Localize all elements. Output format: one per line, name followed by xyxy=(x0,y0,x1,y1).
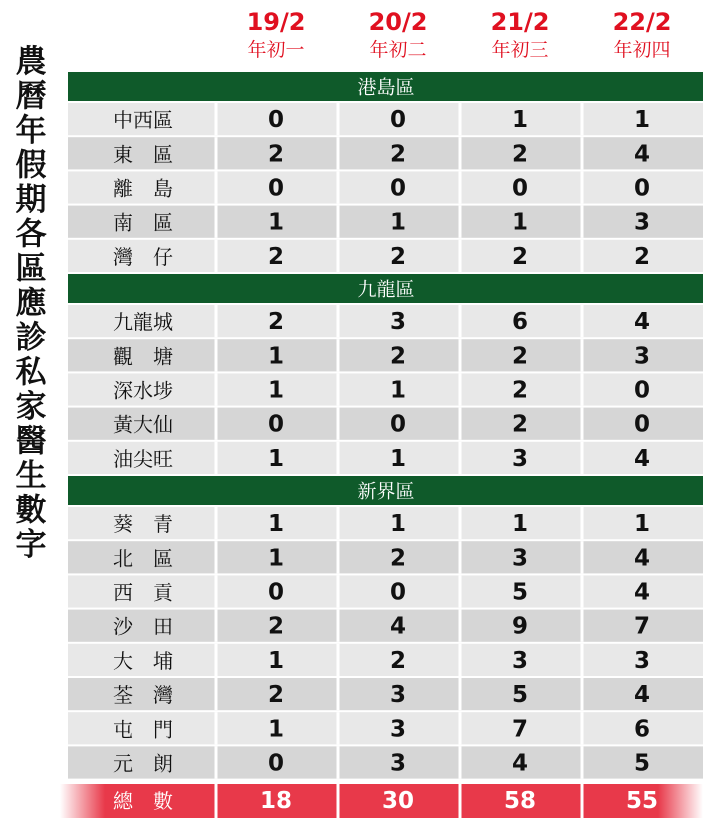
title-char: 字 xyxy=(15,527,47,563)
cell-value: 2 xyxy=(267,682,285,709)
cell-value: 6 xyxy=(633,716,651,743)
cell-value: 0 xyxy=(267,579,285,606)
cell-value: 0 xyxy=(267,750,285,777)
title-char: 醫 xyxy=(15,423,47,460)
district-label: 黃大仙 xyxy=(113,412,173,437)
cell-value: 7 xyxy=(511,716,529,743)
district-label: 中西區 xyxy=(113,108,173,133)
section-title: 新界區 xyxy=(357,480,415,503)
cell-value: 1 xyxy=(267,647,285,674)
cell-value: 0 xyxy=(389,411,407,438)
cell-value: 1 xyxy=(267,445,285,472)
total-label: 總 數 xyxy=(113,789,173,813)
cell-value: 1 xyxy=(511,511,529,538)
total-value: 58 xyxy=(503,788,537,814)
district-label: 元 朗 xyxy=(113,751,173,776)
cell-value: 0 xyxy=(267,411,285,438)
cell-value: 2 xyxy=(267,243,285,270)
cell-value: 2 xyxy=(511,411,529,438)
cell-value: 3 xyxy=(511,545,529,572)
cell-value: 2 xyxy=(511,377,529,404)
cell-value: 4 xyxy=(511,750,529,777)
cell-value: 1 xyxy=(633,107,651,134)
section-title: 九龍區 xyxy=(357,278,415,301)
district-label: 西 貢 xyxy=(113,580,173,605)
cell-value: 1 xyxy=(389,209,407,236)
cell-value: 5 xyxy=(511,579,529,606)
cell-value: 0 xyxy=(633,411,651,438)
cell-value: 3 xyxy=(389,309,407,336)
title-char: 私 xyxy=(15,354,47,391)
cell-value: 2 xyxy=(267,141,285,168)
cell-value: 0 xyxy=(267,107,285,134)
cell-value: 3 xyxy=(389,716,407,743)
district-label: 葵 青 xyxy=(113,512,173,537)
cell-value: 4 xyxy=(633,309,651,336)
total-value: 30 xyxy=(381,788,415,814)
cell-value: 4 xyxy=(633,141,651,168)
column-day: 年初三 xyxy=(491,39,549,61)
district-label: 大 埔 xyxy=(113,648,173,673)
cell-value: 3 xyxy=(633,209,651,236)
cell-value: 5 xyxy=(511,682,529,709)
district-label: 北 區 xyxy=(113,546,173,571)
column-day: 年初二 xyxy=(369,39,427,61)
title-char: 各 xyxy=(15,216,47,253)
district-label: 九龍城 xyxy=(113,310,173,335)
cell-value: 3 xyxy=(389,682,407,709)
cell-value: 3 xyxy=(633,647,651,674)
district-label: 灣 仔 xyxy=(113,244,173,269)
cell-value: 4 xyxy=(633,445,651,472)
title-char: 應 xyxy=(15,285,47,322)
cell-value: 2 xyxy=(511,243,529,270)
cell-value: 2 xyxy=(511,141,529,168)
cell-value: 1 xyxy=(267,209,285,236)
column-date: 19/2 xyxy=(246,8,306,36)
cell-value: 0 xyxy=(389,579,407,606)
column-date: 22/2 xyxy=(612,8,672,36)
title-char: 家 xyxy=(15,389,47,425)
section-title: 港島區 xyxy=(357,76,415,99)
cell-value: 2 xyxy=(267,309,285,336)
title-char: 生 xyxy=(15,458,47,494)
total-value: 55 xyxy=(625,788,659,814)
cell-value: 4 xyxy=(389,613,407,640)
cell-value: 1 xyxy=(511,209,529,236)
cell-value: 5 xyxy=(633,750,651,777)
cell-value: 1 xyxy=(267,377,285,404)
title-char: 曆 xyxy=(15,78,47,115)
cell-value: 6 xyxy=(511,309,529,336)
title-char: 期 xyxy=(15,182,47,218)
cell-value: 1 xyxy=(267,716,285,743)
cell-value: 1 xyxy=(389,511,407,538)
cell-value: 0 xyxy=(511,175,529,202)
cell-value: 3 xyxy=(511,445,529,472)
column-day: 年初四 xyxy=(613,39,671,61)
title-char: 數 xyxy=(15,492,47,529)
total-value: 18 xyxy=(259,788,293,814)
cell-value: 1 xyxy=(511,107,529,134)
cell-value: 2 xyxy=(389,545,407,572)
cell-value: 1 xyxy=(389,377,407,404)
cell-value: 1 xyxy=(267,511,285,538)
cell-value: 4 xyxy=(633,579,651,606)
cell-value: 0 xyxy=(633,175,651,202)
title-char: 區 xyxy=(15,251,47,287)
cell-value: 2 xyxy=(389,243,407,270)
district-label: 荃 灣 xyxy=(113,683,173,708)
district-label: 深水埗 xyxy=(113,378,173,403)
cell-value: 0 xyxy=(267,175,285,202)
title-char: 年 xyxy=(15,113,47,149)
cell-value: 2 xyxy=(389,343,407,370)
cell-value: 3 xyxy=(633,343,651,370)
cell-value: 9 xyxy=(511,613,529,640)
district-label: 離 島 xyxy=(113,176,173,201)
cell-value: 1 xyxy=(389,445,407,472)
column-date: 21/2 xyxy=(490,8,550,36)
cell-value: 1 xyxy=(267,343,285,370)
cell-value: 2 xyxy=(267,613,285,640)
cell-value: 2 xyxy=(633,243,651,270)
district-label: 東 區 xyxy=(113,142,173,167)
cell-value: 1 xyxy=(267,545,285,572)
cell-value: 4 xyxy=(633,682,651,709)
cell-value: 2 xyxy=(389,141,407,168)
cell-value: 1 xyxy=(633,511,651,538)
title-char: 假 xyxy=(15,147,47,184)
cell-value: 2 xyxy=(389,647,407,674)
title-char: 診 xyxy=(15,320,47,356)
district-label: 屯 門 xyxy=(113,717,173,742)
cell-value: 3 xyxy=(511,647,529,674)
cell-value: 7 xyxy=(633,613,651,640)
cell-value: 0 xyxy=(389,175,407,202)
cell-value: 0 xyxy=(633,377,651,404)
district-label: 南 區 xyxy=(113,210,173,235)
district-label: 沙 田 xyxy=(113,614,173,639)
district-label: 油尖旺 xyxy=(113,446,173,471)
column-date: 20/2 xyxy=(368,8,428,36)
cell-value: 3 xyxy=(389,750,407,777)
cell-value: 0 xyxy=(389,107,407,134)
cell-value: 4 xyxy=(633,545,651,572)
cell-value: 2 xyxy=(511,343,529,370)
column-day: 年初一 xyxy=(247,39,305,61)
title-char: 農 xyxy=(15,44,47,80)
district-label: 觀 塘 xyxy=(113,344,173,369)
